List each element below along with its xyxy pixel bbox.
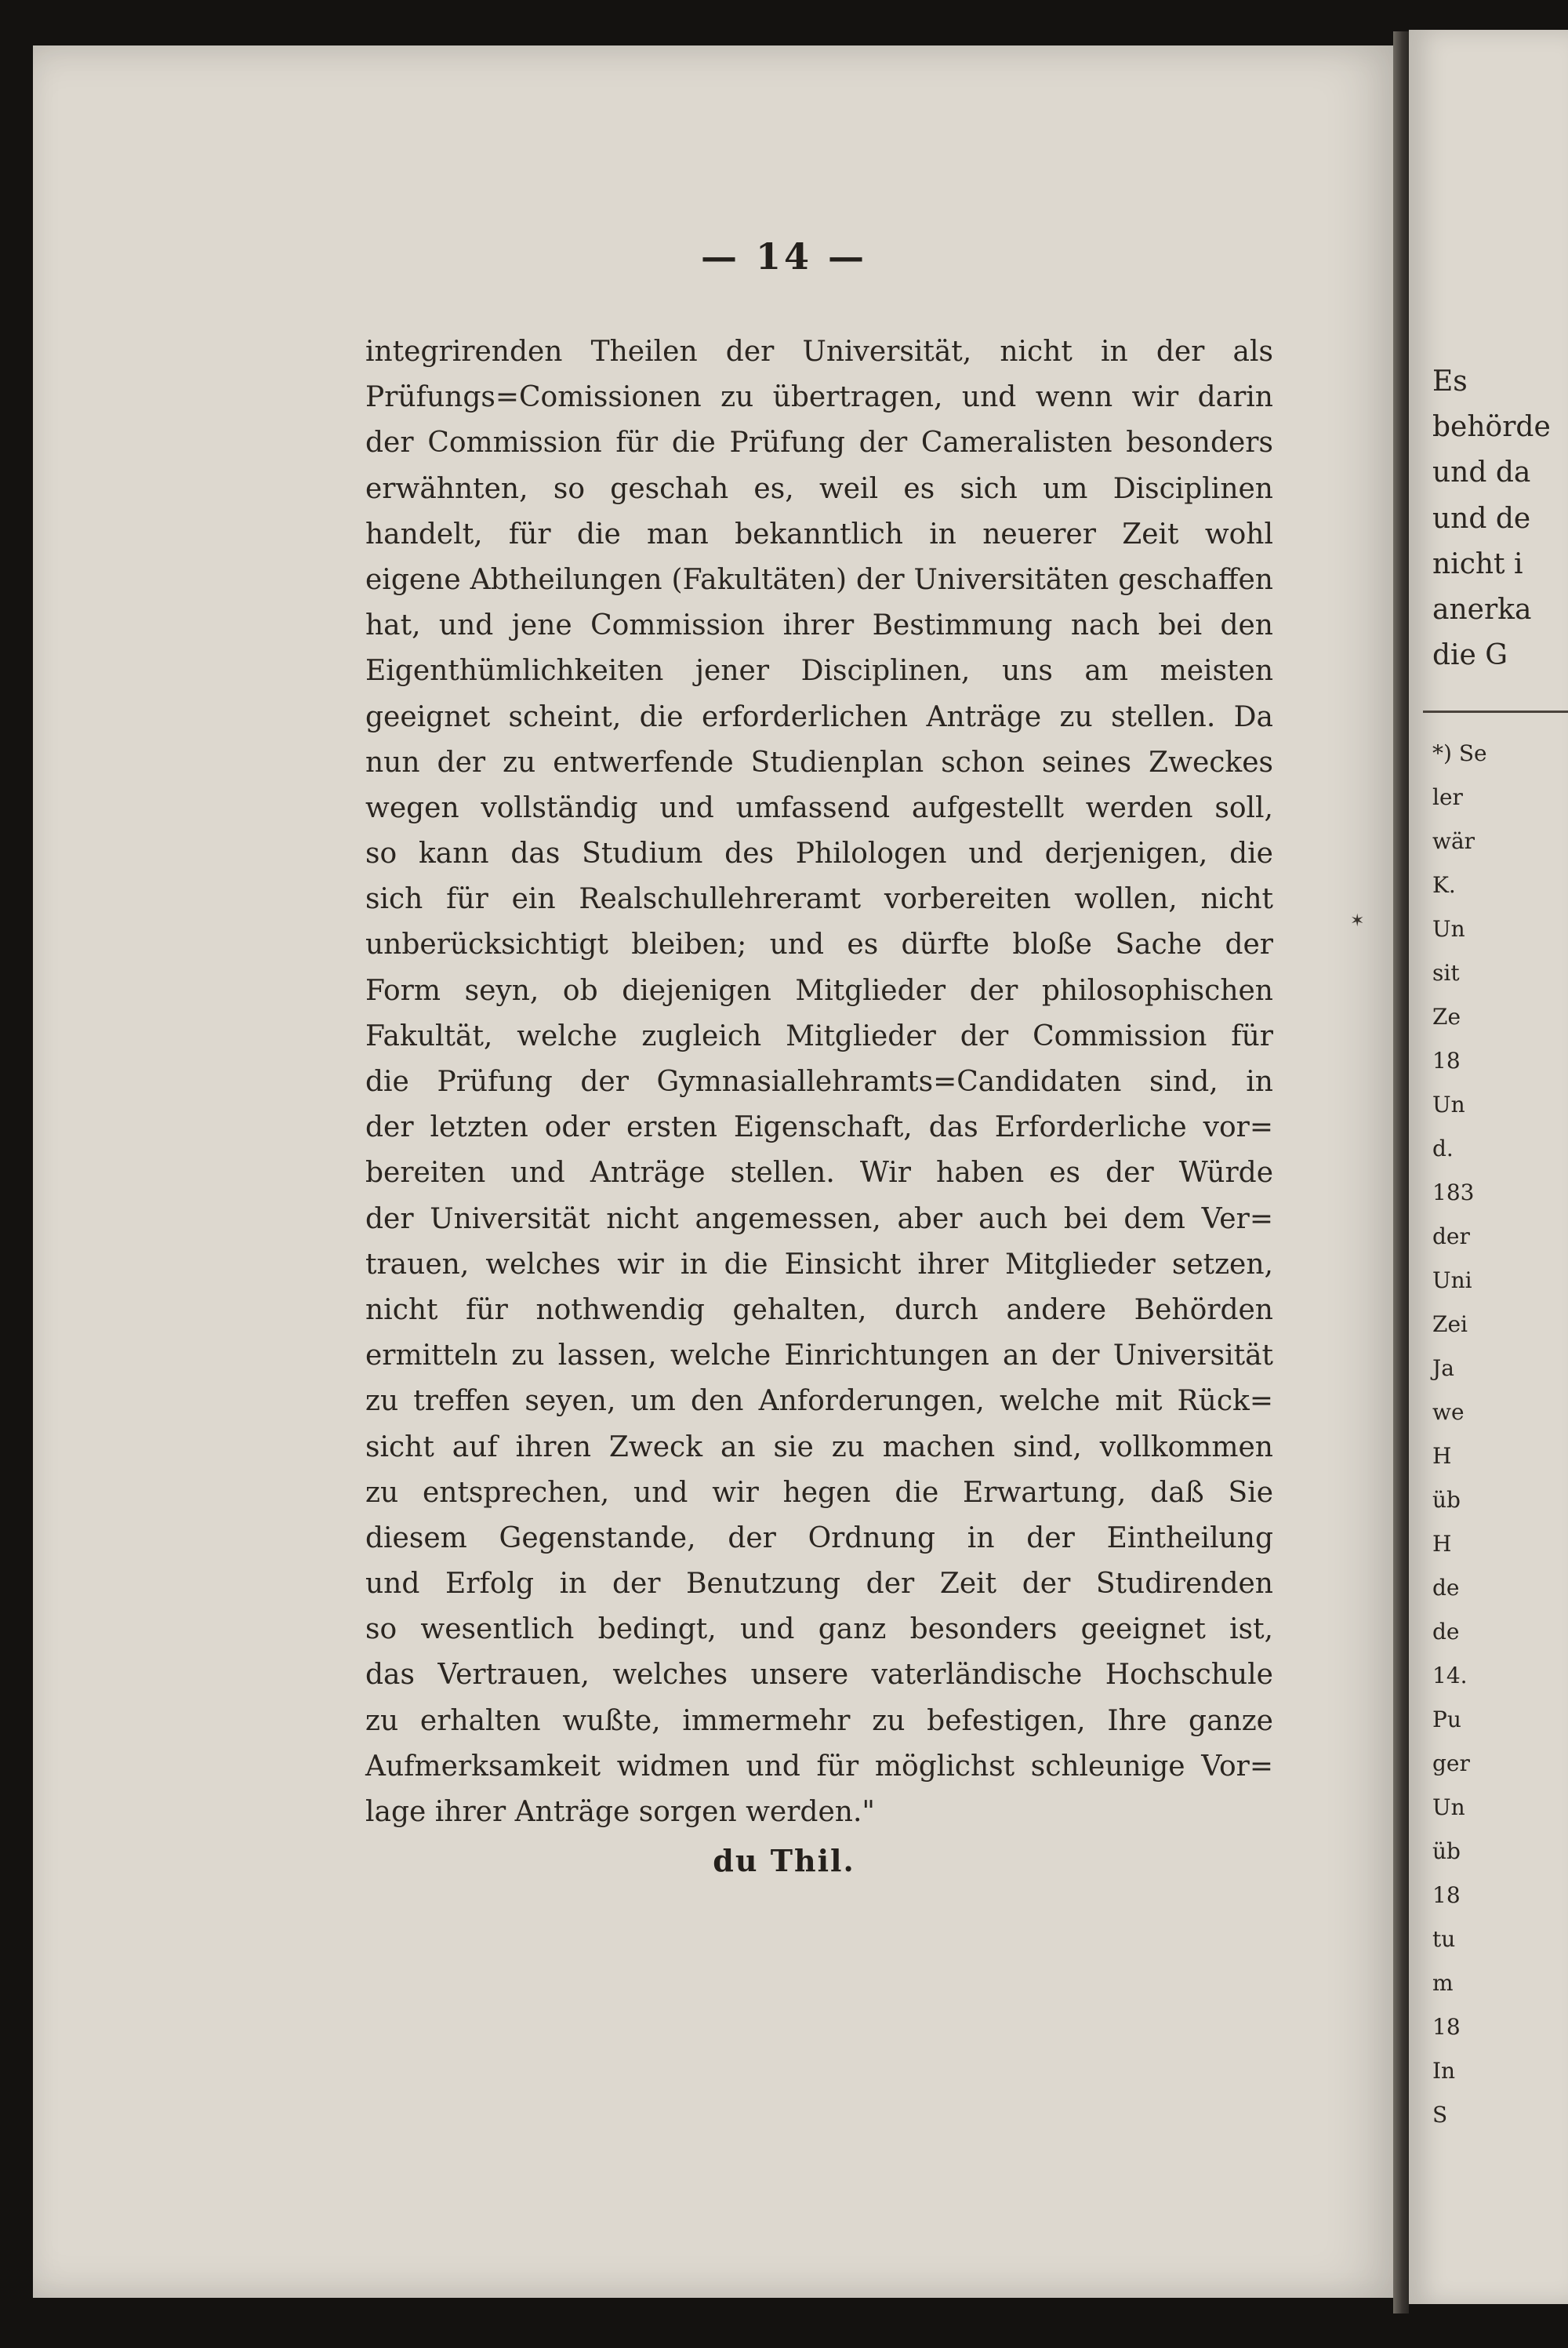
facing-note-line: Un <box>1432 1092 1465 1118</box>
facing-line: behörde <box>1432 411 1551 444</box>
facing-note-line: de <box>1432 1575 1460 1601</box>
facing-note-line: ler <box>1432 784 1463 810</box>
book-gutter <box>1393 31 1409 2313</box>
text-line: wegen vollständig und umfassend aufgestellt werden soll, <box>365 791 1273 824</box>
page-number: — 14 — <box>700 235 868 278</box>
facing-note-line: S <box>1432 2102 1448 2128</box>
facing-note-line: wär <box>1432 828 1475 854</box>
text-line: Fakultät, welche zugleich Mitglieder der Commission für <box>365 1020 1273 1052</box>
facing-note-line: m <box>1432 1970 1454 1996</box>
text-line: und Erfolg in der Benutzung der Zeit der Studirenden <box>365 1568 1273 1601</box>
text-line: geeignet scheint, die erforderlichen Anträge zu stellen. Da <box>365 700 1273 733</box>
facing-note-line: sit <box>1432 960 1460 986</box>
facing-line: und de <box>1432 502 1531 535</box>
facing-note-line: Zei <box>1432 1311 1468 1337</box>
ink-speck: ✶ <box>1350 911 1365 931</box>
text-line: hat, und jene Commission ihrer Bestimmung nach bei den <box>365 609 1273 642</box>
text-line: so wesentlich bedingt, und ganz besonders geeignet ist, <box>365 1613 1273 1646</box>
text-line: der letzten oder ersten Eigenschaft, das Erforderliche vor= <box>365 1111 1273 1144</box>
text-line: integrirenden Theilen der Universität, nicht in der als <box>365 336 1273 368</box>
footnote-rule <box>1423 711 1568 713</box>
text-line: Aufmerksamkeit widmen und für möglichst schleunige Vor= <box>365 1750 1273 1783</box>
facing-note-line: üb <box>1432 1487 1461 1513</box>
text-line: diesem Gegenstande, der Ordnung in der Eintheilung <box>365 1521 1273 1554</box>
text-line: ermitteln zu lassen, welche Einrichtungen an der Universität <box>365 1339 1273 1372</box>
text-line: lage ihrer Anträge sorgen werden." <box>365 1796 875 1828</box>
text-line: zu treffen seyen, um den Anforderungen, welche mit Rück= <box>365 1385 1273 1418</box>
facing-note-line: 183 <box>1432 1179 1475 1205</box>
facing-note-line: ger <box>1432 1750 1470 1776</box>
facing-line: die G <box>1432 639 1508 672</box>
facing-line: Es <box>1432 365 1468 398</box>
facing-note-line: K. <box>1432 872 1456 898</box>
facing-note-line: Ja <box>1432 1355 1454 1381</box>
facing-note-line: üb <box>1432 1838 1461 1864</box>
text-line: trauen, welches wir in die Einsicht ihrer Mitglieder setzen, <box>365 1248 1273 1281</box>
facing-note-line: der <box>1432 1223 1470 1249</box>
facing-note-line: 18 <box>1432 1882 1461 1908</box>
text-line: Form seyn, ob diejenigen Mitglieder der philosophischen <box>365 974 1273 1007</box>
facing-note-line: tu <box>1432 1926 1456 1952</box>
text-line: das Vertrauen, welches unsere vaterländische Hochschule <box>365 1659 1273 1692</box>
signature: du Thil. <box>713 1843 855 1878</box>
facing-note-line: Ze <box>1432 1004 1461 1030</box>
text-line: unberücksichtigt bleiben; und es dürfte bloße Sache der <box>365 929 1273 961</box>
text-line: eigene Abtheilungen (Fakultäten) der Universitäten geschaffen <box>365 563 1273 596</box>
text-line: Prüfungs=Comissionen zu übertragen, und wenn wir darin <box>365 381 1273 414</box>
facing-note-line: H <box>1432 1443 1452 1469</box>
facing-note-line: 14. <box>1432 1663 1468 1688</box>
facing-note-line: 18 <box>1432 1048 1461 1074</box>
text-line: nicht für nothwendig gehalten, durch andere Behörden <box>365 1293 1273 1326</box>
text-line: Eigenthümlichkeiten jener Disciplinen, uns am meisten <box>365 655 1273 688</box>
facing-note-line: In <box>1432 2058 1456 2084</box>
text-line: die Prüfung der Gymnasiallehramts=Candidaten sind, in <box>365 1066 1273 1098</box>
facing-note-line: 18 <box>1432 2014 1461 2040</box>
facing-note-line: *) Se <box>1432 740 1487 766</box>
facing-note-line: we <box>1432 1399 1465 1425</box>
facing-note-line: Un <box>1432 916 1465 942</box>
text-line: der Commission für die Prüfung der Cameralisten besonders <box>365 427 1273 460</box>
text-line: sicht auf ihren Zweck an sie zu machen sind, vollkommen <box>365 1430 1273 1463</box>
text-line: nun der zu entwerfende Studienplan schon seines Zweckes <box>365 746 1273 779</box>
facing-note-line: H <box>1432 1531 1452 1557</box>
facing-page-text <box>1432 359 1568 678</box>
text-line: der Universität nicht angemessen, aber auch bei dem Ver= <box>365 1202 1273 1235</box>
text-line: erwähnten, so geschah es, weil es sich um Disciplinen <box>365 472 1273 505</box>
facing-footnotes <box>1432 732 1568 2137</box>
text-line: handelt, für die man bekanntlich in neuerer Zeit wohl <box>365 518 1273 551</box>
facing-page <box>1409 30 1568 2304</box>
body-text <box>365 329 1273 1835</box>
facing-line: und da <box>1432 456 1531 489</box>
text-line: sich für ein Realschullehreramt vorbereiten wollen, nicht <box>365 883 1273 916</box>
text-line: zu entsprechen, und wir hegen die Erwartung, daß Sie <box>365 1476 1273 1509</box>
facing-line: nicht i <box>1432 547 1523 580</box>
facing-note-line: Pu <box>1432 1706 1461 1732</box>
facing-note-line: Un <box>1432 1794 1465 1820</box>
text-line: zu erhalten wußte, immermehr zu befestigen, Ihre ganze <box>365 1704 1273 1737</box>
text-line: bereiten und Anträge stellen. Wir haben es der Würde <box>365 1157 1273 1190</box>
facing-note-line: d. <box>1432 1136 1454 1161</box>
text-line: so kann das Studium des Philologen und derjenigen, die <box>365 838 1273 871</box>
facing-note-line: Uni <box>1432 1267 1472 1293</box>
facing-note-line: de <box>1432 1619 1460 1645</box>
facing-line: anerka <box>1432 593 1532 626</box>
